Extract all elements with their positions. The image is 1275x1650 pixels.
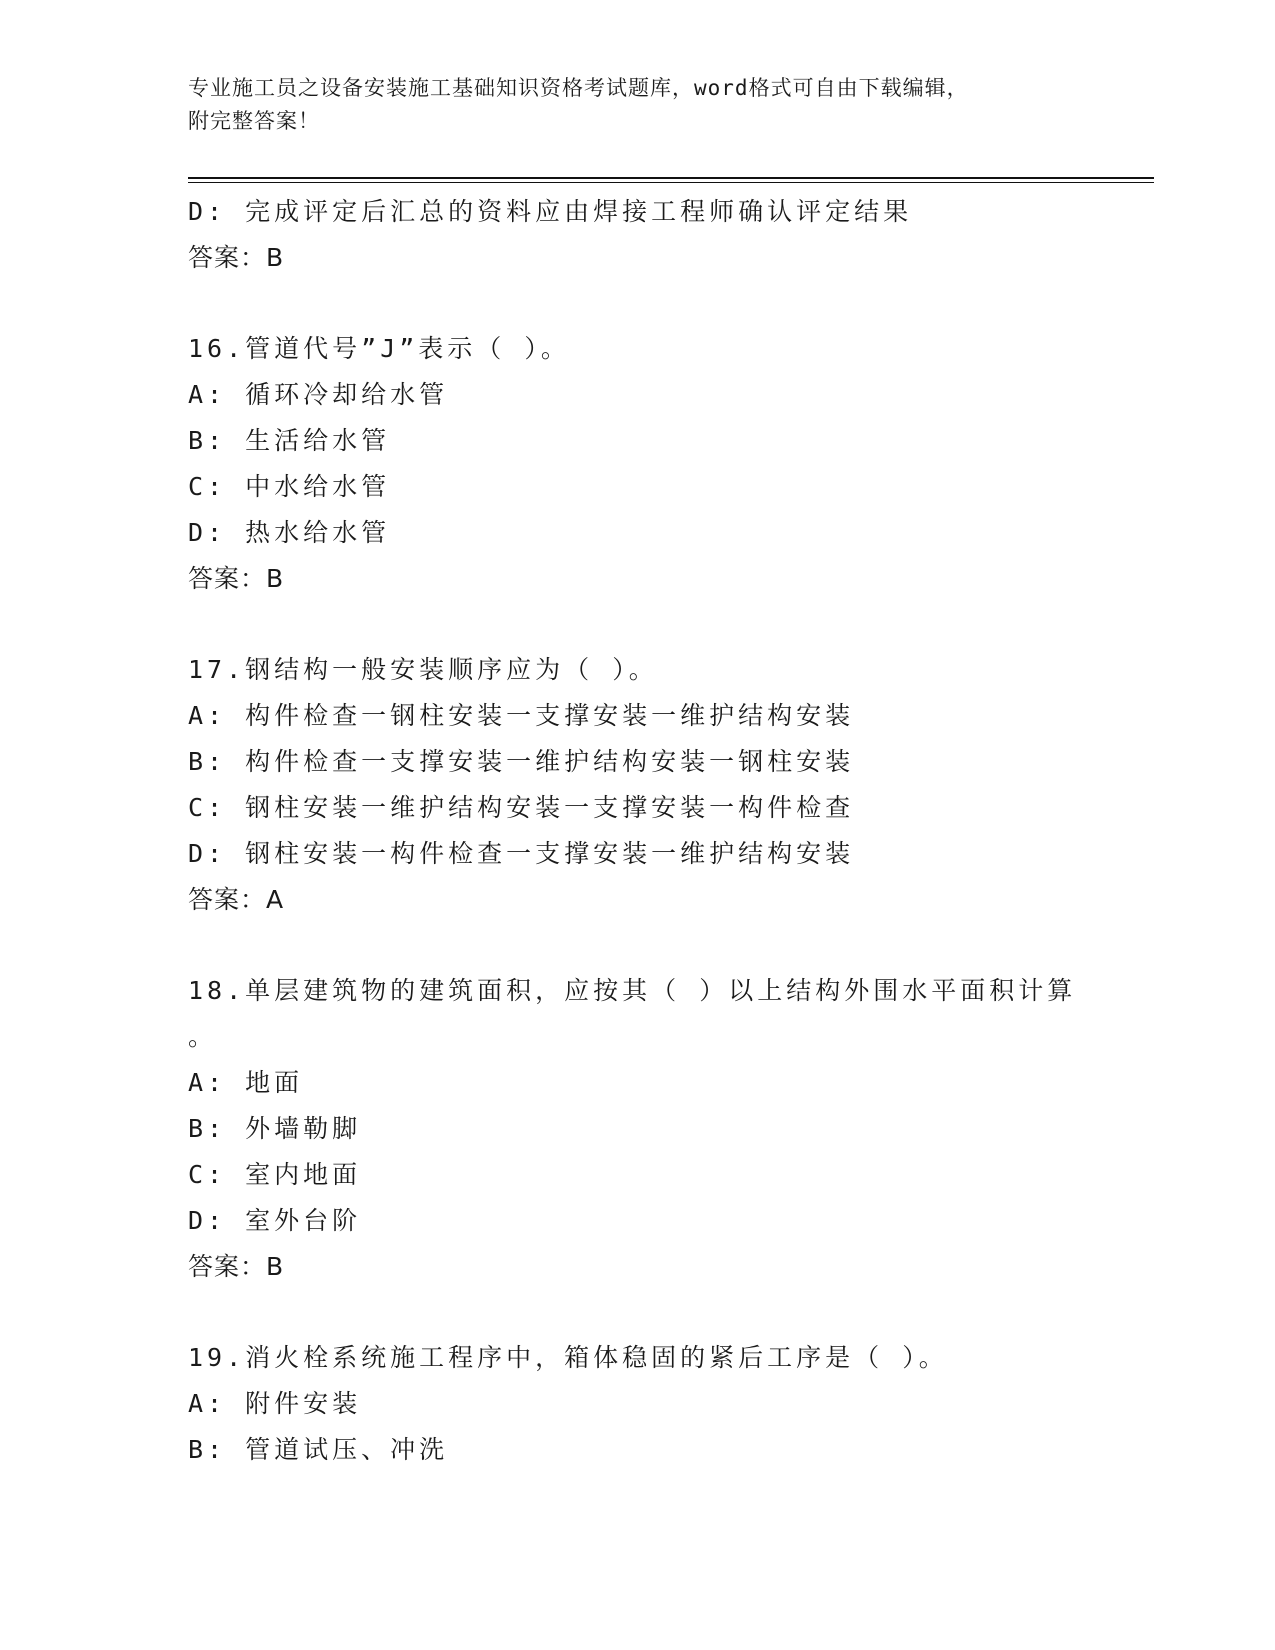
header-divider-thin: [188, 182, 1154, 183]
question-stem: 19.消火栓系统施工程序中，箱体稳固的紧后工序是（ ）。: [188, 1343, 948, 1372]
option-c: C: 中水给水管: [188, 472, 391, 501]
answer: 答案：A: [188, 885, 285, 914]
header-line-2: 附完整答案！: [188, 109, 320, 133]
question-stem: 18.单层建筑物的建筑面积，应按其（ ）以上结构外围水平面积计算: [188, 976, 1077, 1005]
document-header: [188, 72, 1158, 138]
header-line-1: 专业施工员之设备安装施工基础知识资格考试题库，word格式可自由下载编辑，: [188, 76, 969, 100]
question-19: [188, 1335, 1154, 1473]
question-17: [188, 647, 1154, 923]
option-c: C: 室内地面: [188, 1160, 362, 1189]
option-b: B: 构件检查一支撑安装一维护结构安装一钢柱安装: [188, 747, 855, 776]
option-d: D: 室外台阶: [188, 1206, 362, 1235]
question-16: [188, 326, 1154, 602]
option-d: D: 钢柱安装一构件检查一支撑安装一维护结构安装: [188, 839, 855, 868]
option-a: A: 构件检查一钢柱安装一支撑安装一维护结构安装: [188, 701, 855, 730]
option-a: A: 地面: [188, 1068, 304, 1097]
question-stem: 16.管道代号”J”表示（ ）。: [188, 334, 570, 363]
question-stem: 17.钢结构一般安装顺序应为（ ）。: [188, 655, 658, 684]
option-b: B: 管道试压、冲洗: [188, 1435, 449, 1464]
prev-option-d: D: 完成评定后汇总的资料应由焊接工程师确认评定结果: [188, 197, 913, 226]
option-b: B: 外墙勒脚: [188, 1114, 362, 1143]
header-divider-thick: [188, 177, 1154, 179]
answer: 答案：B: [188, 564, 285, 593]
option-d: D: 热水给水管: [188, 518, 391, 547]
question-list: [188, 189, 1154, 1473]
option-b: B: 生活给水管: [188, 426, 391, 455]
option-c: C: 钢柱安装一维护结构安装一支撑安装一构件检查: [188, 793, 855, 822]
option-a: A: 循环冷却给水管: [188, 380, 449, 409]
answer: 答案：B: [188, 1252, 285, 1281]
prev-answer: 答案：B: [188, 243, 285, 272]
question-18: [188, 968, 1154, 1290]
option-a: A: 附件安装: [188, 1389, 362, 1418]
question-stem-continuation: 。: [188, 1022, 218, 1051]
